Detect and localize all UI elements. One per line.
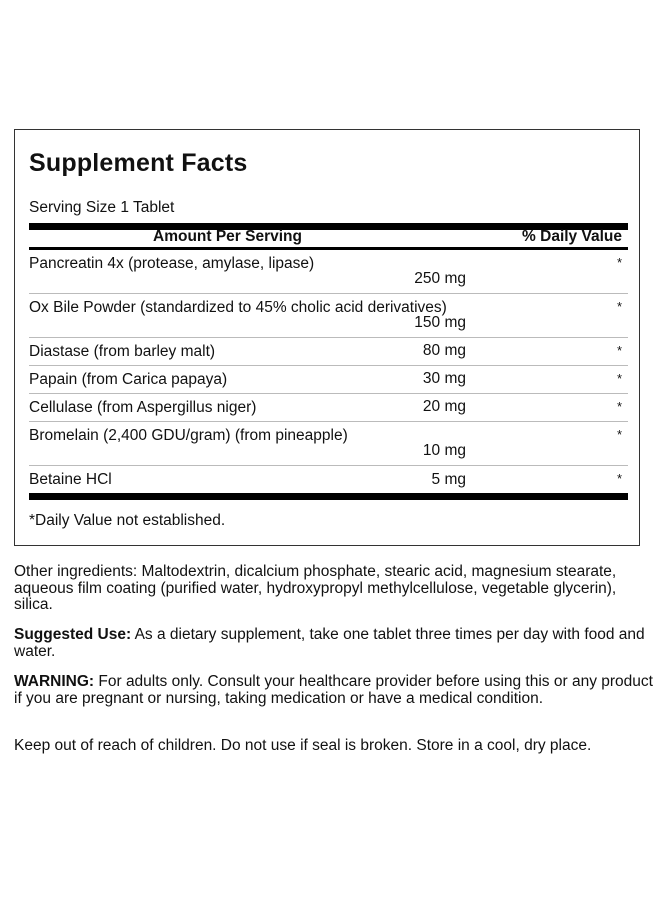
table-row <box>29 250 628 294</box>
ingredient-name: Papain (from Carica papaya) <box>29 371 228 388</box>
ingredient-amount: 250 mg <box>414 270 466 287</box>
suggested-use <box>14 627 654 660</box>
warning <box>14 674 654 707</box>
ingredient-amount: 30 mg <box>422 370 466 387</box>
table-header <box>29 228 628 248</box>
daily-value: * <box>616 471 622 486</box>
serving-size: Serving Size 1 Tablet <box>29 199 175 216</box>
storage-instructions: Keep out of reach of children. Do not use if seal is broken. Store in a cool, dry place. <box>14 737 592 754</box>
table-row <box>29 394 628 422</box>
ingredient-name: Ox Bile Powder (standardized to 45% cholic acid derivatives) <box>29 299 447 316</box>
table-row <box>29 338 628 366</box>
other-ingredients: Other ingredients: Maltodextrin, dicalcium phosphate, stearic acid, magnesium stearate, aqueous film coating (purified water, hydroxypropyl methylcellulose, vegetable glycerin), silica. <box>14 563 617 613</box>
table-row <box>29 294 628 338</box>
table-row <box>29 422 628 466</box>
ingredient-name: Cellulase (from Aspergillus niger) <box>29 399 257 416</box>
daily-value-header: % Daily Value <box>522 228 622 245</box>
divider-thick-bottom <box>29 493 628 500</box>
ingredient-amount: 5 mg <box>431 471 466 488</box>
ingredient-table <box>29 250 628 494</box>
panel-title: Supplement Facts <box>29 149 248 177</box>
ingredient-name: Diastase (from barley malt) <box>29 343 216 360</box>
ingredient-amount: 80 mg <box>422 342 466 359</box>
daily-value: * <box>616 255 622 270</box>
daily-value-footnote: *Daily Value not established. <box>29 512 226 529</box>
table-row <box>29 466 628 494</box>
ingredient-name: Pancreatin 4x (protease, amylase, lipase) <box>29 255 315 272</box>
daily-value: * <box>616 427 622 442</box>
daily-value: * <box>616 371 622 386</box>
amount-per-serving-header: Amount Per Serving <box>153 228 302 245</box>
daily-value: * <box>616 299 622 314</box>
ingredient-name: Betaine HCl <box>29 471 112 488</box>
suggested-use-text: As a dietary supplement, take one tablet three times per day with food and water. <box>14 626 645 660</box>
supplement-facts-panel <box>14 129 640 546</box>
ingredient-amount: 150 mg <box>414 314 466 331</box>
daily-value: * <box>616 343 622 358</box>
ingredient-name: Bromelain (2,400 GDU/gram) (from pineapple) <box>29 427 348 444</box>
warning-text: For adults only. Consult your healthcare provider before using this or any product if you are pregnant or nursing, taking medication or have a medical condition. <box>14 673 653 707</box>
table-row <box>29 366 628 394</box>
daily-value: * <box>616 399 622 414</box>
suggested-use-label: Suggested Use: <box>14 626 132 643</box>
warning-label: WARNING: <box>14 673 95 690</box>
ingredient-amount: 20 mg <box>422 398 466 415</box>
ingredient-amount: 10 mg <box>422 442 466 459</box>
